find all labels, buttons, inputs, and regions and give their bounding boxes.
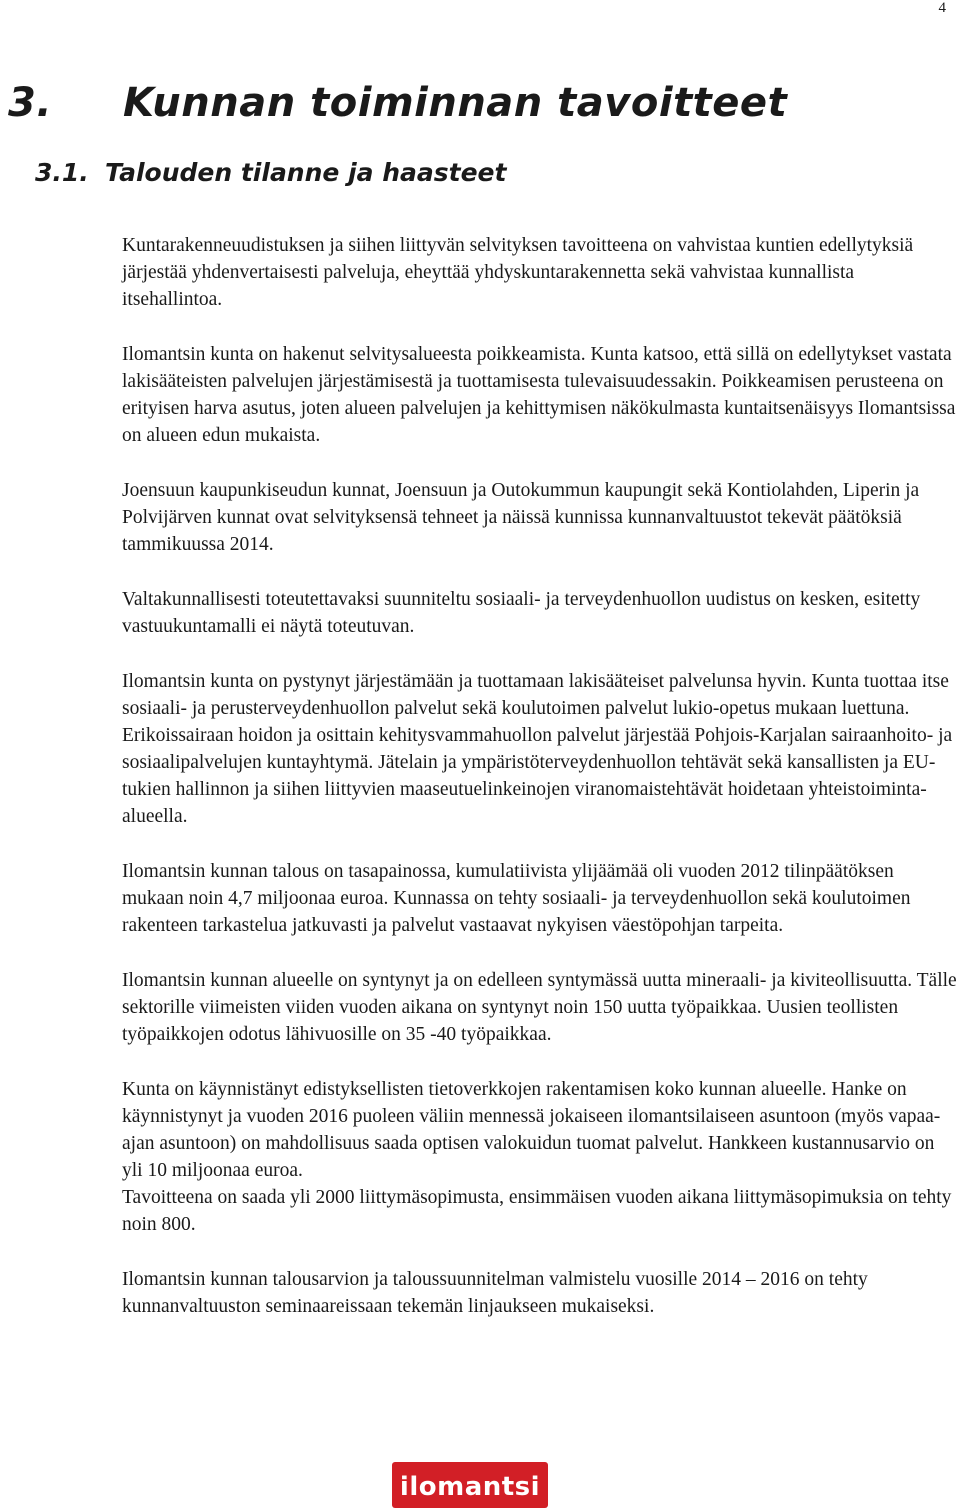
chapter-heading — [8, 80, 787, 126]
section-heading — [35, 158, 506, 187]
chapter-number: 3. — [8, 80, 53, 126]
logo-text: ilomantsi — [399, 1472, 541, 1502]
page-number: 4 — [938, 0, 946, 16]
paragraph: Ilomantsin kunnan talous on tasapainossa, kumulatiivista ylijäämää oli vuoden 2012 tilinpäätöksen mukaan noin 4,7 miljoonaa euroa. Kunnassa on tehty sosiaali- ja terveydenhuollon sekä koulutoimen rakenteen tarkastelua jatkuvasti ja palvelut vastaavat nykyisen väestöpohjan tarpeita. — [122, 861, 911, 936]
section-title: Talouden tilanne ja haasteet — [105, 158, 507, 187]
paragraph: Kunta on käynnistänyt edistyksellisten tietoverkkojen rakentamisen koko kunnan alueelle. Hanke on käynnistynyt ja vuoden 2016 puoleen väliin mennessä jokaiseen ilomantsilaiseen asuntoon (myös vapaa-ajan asuntoon) on mahdollisuus saada optisen valokuidun tuomat palvelut. Hankkeen kustannusarvio on yli 10 miljoonaa euroa. — [122, 1079, 941, 1181]
chapter-title: Kunnan toiminnan tavoitteet — [123, 80, 788, 126]
paragraph: Joensuun kaupunkiseudun kunnat, Joensuun ja Outokummun kaupungit sekä Kontiolahden, Liperin ja Polvijärven kunnat ovat selvityksensä tehneet ja näissä kunnissa kunnanvaltuustot tekevät päätöksiä tammikuussa 2014. — [122, 480, 920, 555]
paragraph: Valtakunnallisesti toteutettavaksi suunniteltu sosiaali- ja terveydenhuollon uudistus on kesken, esitetty vastuukuntamalli ei näytä toteutuvan. — [122, 589, 921, 637]
body-text — [122, 232, 957, 1348]
section-number: 3.1. — [35, 158, 89, 187]
paragraph: Ilomantsin kunta on hakenut selvitysalueesta poikkeamista. Kunta katsoo, että sillä on edellytykset vastata lakisääteisten palvelujen järjestämisestä ja tuottamisesta tulevaisuudessakin. Poikkeamisen perusteena on erityisen harva asutus, joten alueen palvelujen ja kehittymisen näkökulmasta kuntaitsenäisyys Ilomantsissa on alueen edun mukaista. — [122, 344, 956, 446]
paragraph: Ilomantsin kunnan talousarvion ja taloussuunnitelman valmistelu vuosille 2014 – 2016 on tehty kunnanvaltuuston seminaareissaan tekemän linjaukseen mukaiseksi. — [122, 1269, 868, 1317]
paragraph: Ilomantsin kunta on pystynyt järjestämään ja tuottamaan lakisääteiset palvelunsa hyvin. Kunta tuottaa itse sosiaali- ja perusterveydenhuollon palvelut sekä koulutoimen palvelut lukio-opetus mukaan luettuna. Erikoissairaan hoidon ja osittain kehitysvammahuollon palvelut järjestää Pohjois-Karjalan sairaanhoito- ja sosiaalipalvelujen kuntayhtymä. Jätelain ja ympäristöterveydenhuollon tehtävät sekä kansallisten ja EU-tukien hallinnon ja siihen liittyvien maaseutuelinkeinojen viranomaistehtävät hoidetaan yhteistoiminta-alueella. — [122, 671, 953, 827]
paragraph: Tavoitteena on saada yli 2000 liittymäsopimusta, ensimmäisen vuoden aikana liittymäsopimuksia on tehty noin 800. — [122, 1187, 952, 1235]
paragraph: Kuntarakenneuudistuksen ja siihen liittyvän selvityksen tavoitteena on vahvistaa kuntien edellytyksiä järjestää yhdenvertaisesti palveluja, eheyttää yhdyskuntarakennetta sekä vahvistaa kunnallista itsehallintoa. — [122, 235, 914, 310]
paragraph: Ilomantsin kunnan alueelle on syntynyt ja on edelleen syntymässä uutta mineraali- ja kiviteollisuutta. Tälle sektorille viimeisten viiden vuoden aikana on syntynyt noin 150 uutta työpaikkaa. Uusien teollisten työpaikkojen odotus lähivuosille on 35 -40 työpaikkaa. — [122, 970, 957, 1045]
ilomantsi-logo — [392, 1462, 548, 1508]
